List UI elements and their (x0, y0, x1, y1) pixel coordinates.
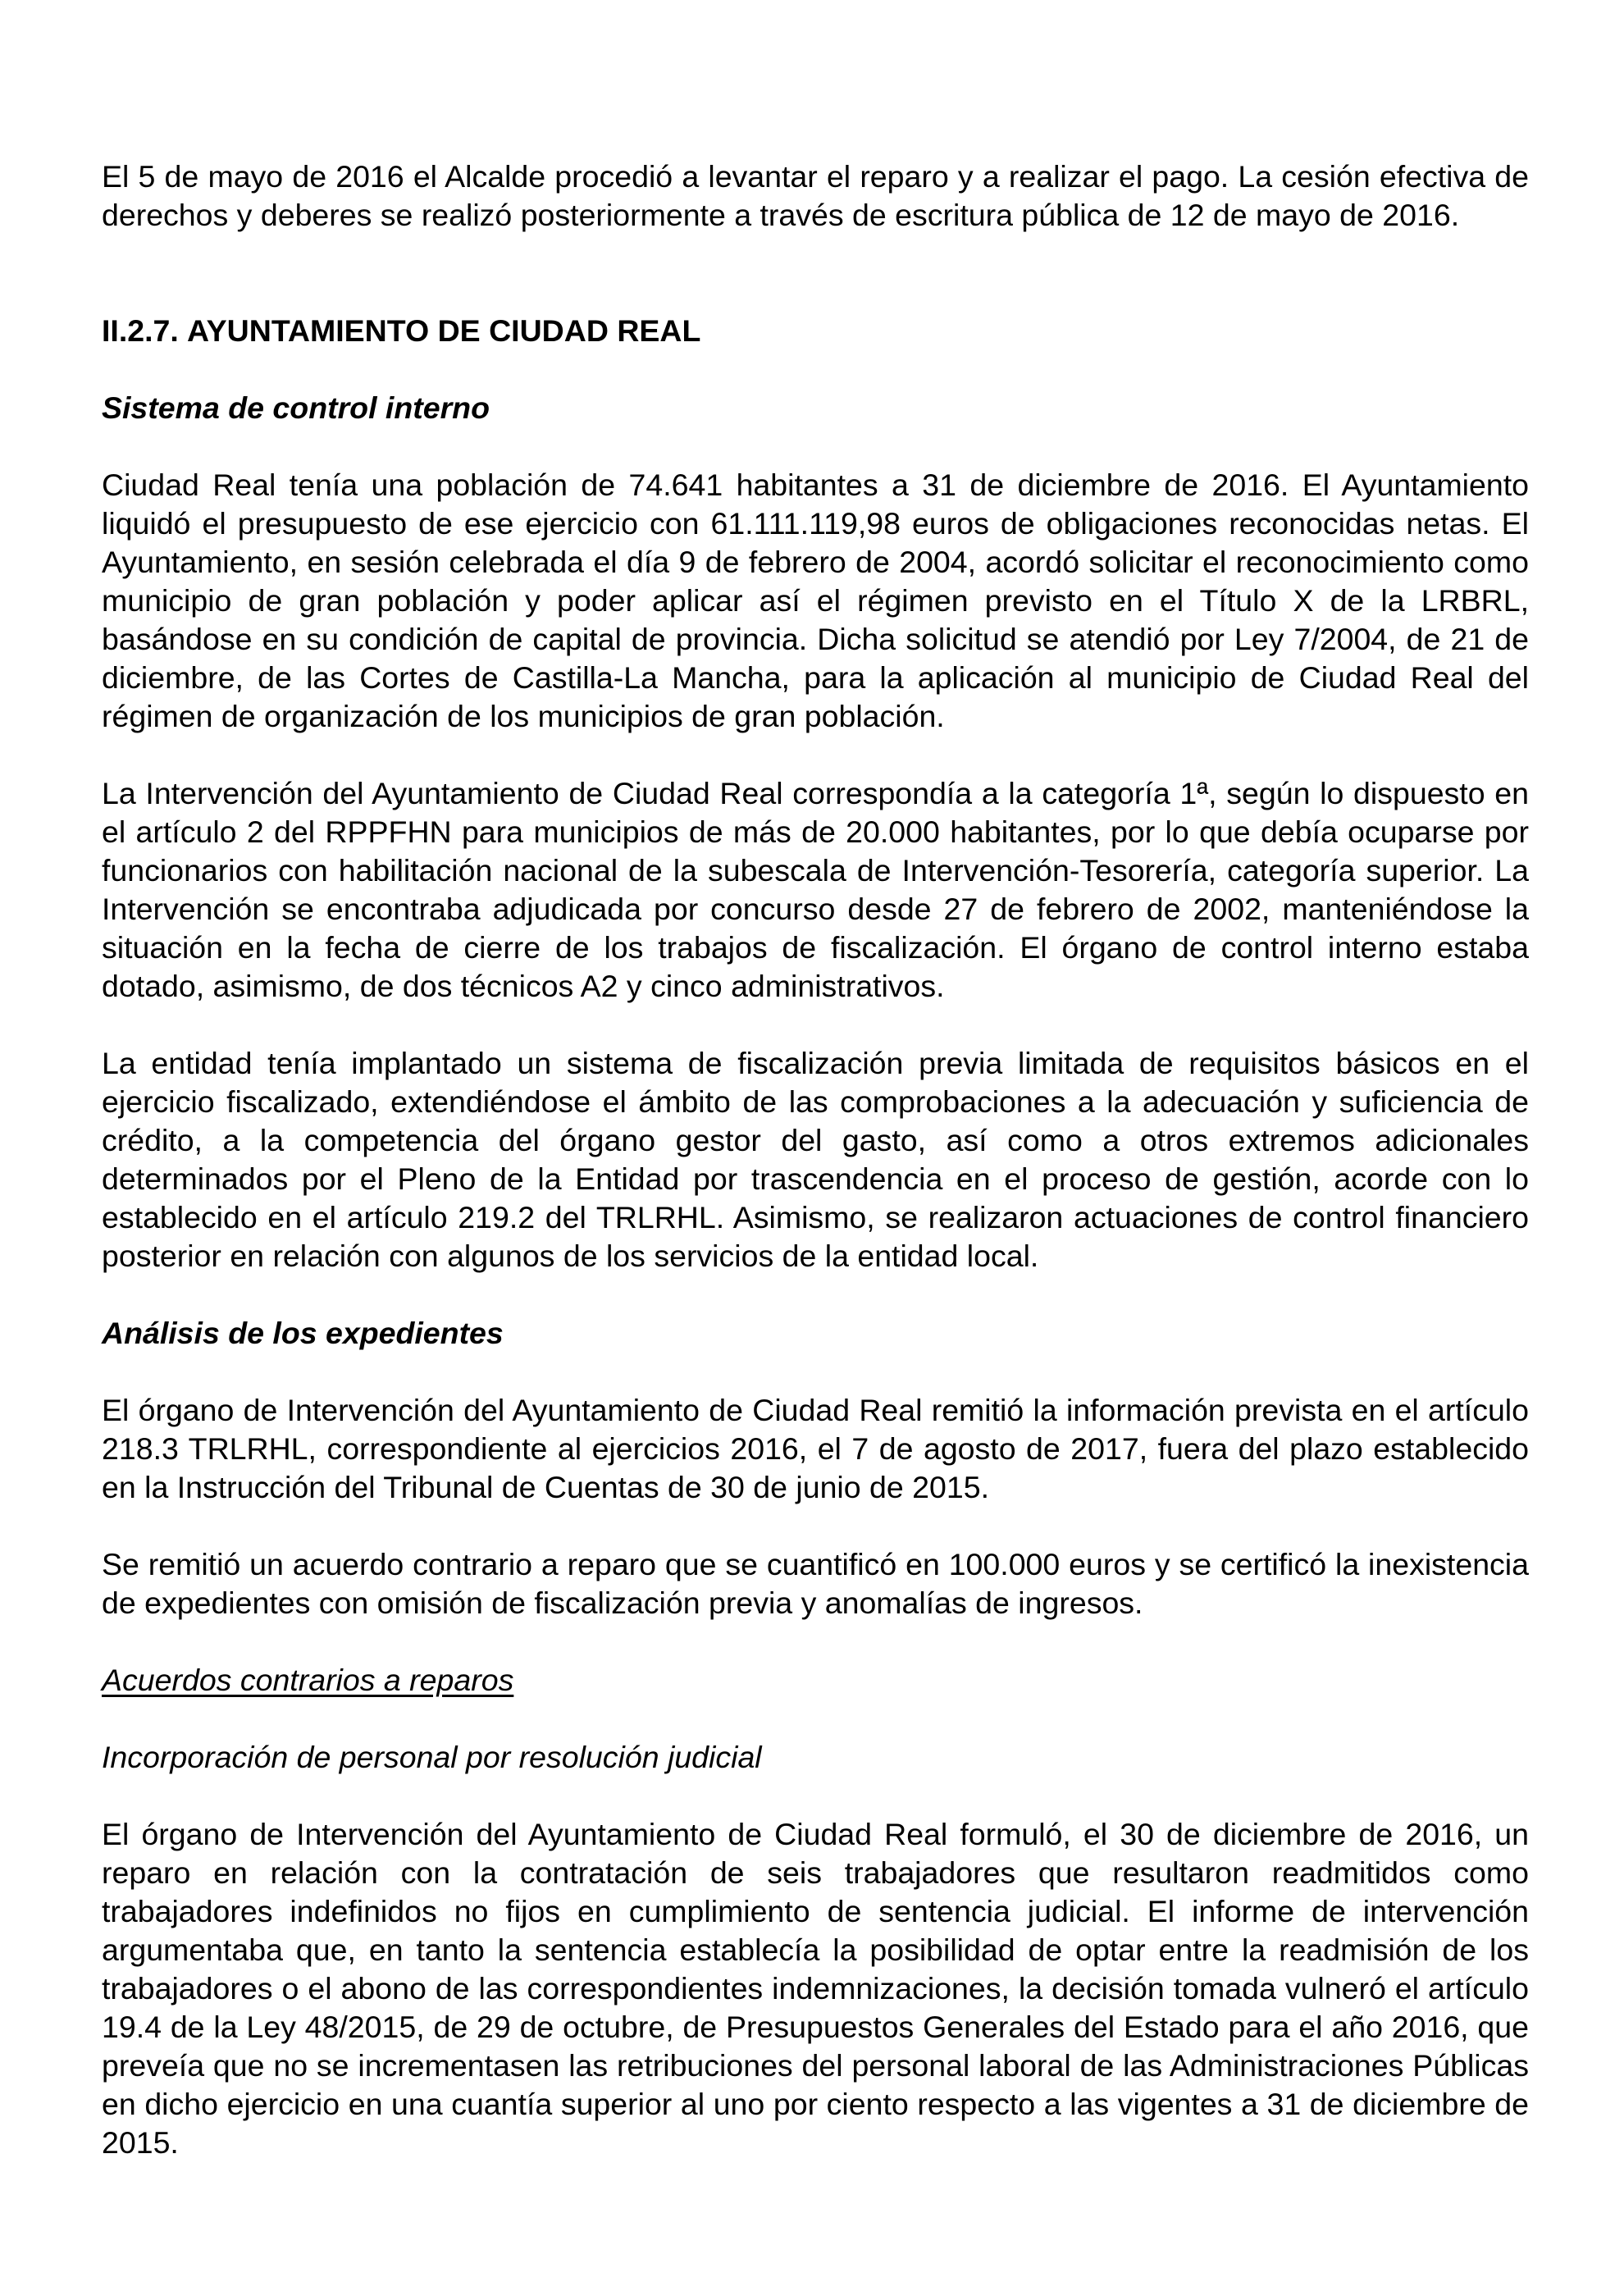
analysis-paragraph-1: El órgano de Intervención del Ayuntamiento de Ciudad Real remitió la información prevista en el artículo 218.3 TRLRHL, correspondiente al ejercicios 2016, el 7 de agosto de 2017, fuera del plazo establecido en la Instrucción del Tribunal de Cuentas de 30 de junio de 2015. (102, 1393, 1529, 1504)
analysis-paragraph-2: Se remitió un acuerdo contrario a reparo que se cuantificó en 100.000 euros y se certificó la inexistencia de expedientes con omisión de fiscalización previa y anomalías de ingresos. (102, 1547, 1529, 1620)
control-paragraph-2: La Intervención del Ayuntamiento de Ciudad Real correspondía a la categoría 1ª, según lo dispuesto en el artículo 2 del RPPFHN para municipios de más de 20.000 habitantes, por lo que debía ocuparse por funcionarios con habilitación nacional de la subescala de Intervención-Tesorería, categoría superior. La Intervención se encontraba adjudicada por concurso desde 27 de febrero de 2002, manteniéndose la situación en la fecha de cierre de los trabajos de fiscalización. El órgano de control interno estaba dotado, asimismo, de dos técnicos A2 y cinco administrativos. (102, 776, 1529, 1003)
document-body (102, 157, 1529, 2162)
section-title: AYUNTAMIENTO DE CIUDAD REAL (187, 313, 701, 348)
subheading-analisis: Análisis de los expedientes (102, 1316, 504, 1350)
subheading-incorporacion-personal: Incorporación de personal por resolución judicial (102, 1740, 762, 1774)
control-paragraph-1: Ciudad Real tenía una población de 74.641 habitantes a 31 de diciembre de 2016. El Ayuntamiento liquidó el presupuesto de ese ejercicio con 61.111.119,98 euros de obligaciones reconocidas netas. El Ayuntamiento, en sesión celebrada el día 9 de febrero de 2004, acordó solicitar el reconocimiento como municipio de gran población y poder aplicar así el régimen previsto en el Título X de la LRBRL, basándose en su condición de capital de provincia. Dicha solicitud se atendió por Ley 7/2004, de 21 de diciembre, de las Cortes de Castilla-La Mancha, para la aplicación al municipio de Ciudad Real del régimen de organización de los municipios de gran población. (102, 468, 1529, 733)
subheading-control-interno: Sistema de control interno (102, 390, 490, 425)
subheading-acuerdos-reparos: Acuerdos contrarios a reparos (102, 1663, 514, 1697)
intro-paragraph: El 5 de mayo de 2016 el Alcalde procedió a levantar el reparo y a realizar el pago. La cesión efectiva de derechos y deberes se realizó posteriormente a través de escritura pública de 12 de mayo de 2016. (102, 159, 1529, 232)
personal-paragraph-1: El órgano de Intervención del Ayuntamiento de Ciudad Real formuló, el 30 de diciembre de 2016, un reparo en relación con la contratación de seis trabajadores que resultaron readmitidos como trabajadores indefinidos no fijos en cumplimiento de sentencia judicial. El informe de intervención argumentaba que, en tanto la sentencia establecía la posibilidad de optar entre la readmisión de los trabajadores o el abono de las correspondientes indemnizaciones, la decisión tomada vulneró el artículo 19.4 de la Ley 48/2015, de 29 de octubre, de Presupuestos Generales del Estado para el año 2016, que preveía que no se incrementasen las retribuciones del personal laboral de las Administraciones Públicas en dicho ejercicio en una cuantía superior al uno por ciento respecto a las vigentes a 31 de diciembre de 2015. (102, 1817, 1529, 2160)
section-heading (102, 312, 1529, 350)
section-number: II.2.7. (102, 313, 179, 348)
control-paragraph-3: La entidad tenía implantado un sistema de fiscalización previa limitada de requisitos básicos en el ejercicio fiscalizado, extendiéndose el ámbito de las comprobaciones a la adecuación y suficiencia de crédito, a la competencia del órgano gestor del gasto, así como a otros extremos adicionales determinados por el Pleno de la Entidad por trascendencia en el proceso de gestión, acorde con lo establecido en el artículo 219.2 del TRLRHL. Asimismo, se realizaron actuaciones de control financiero posterior en relación con algunos de los servicios de la entidad local. (102, 1046, 1529, 1273)
